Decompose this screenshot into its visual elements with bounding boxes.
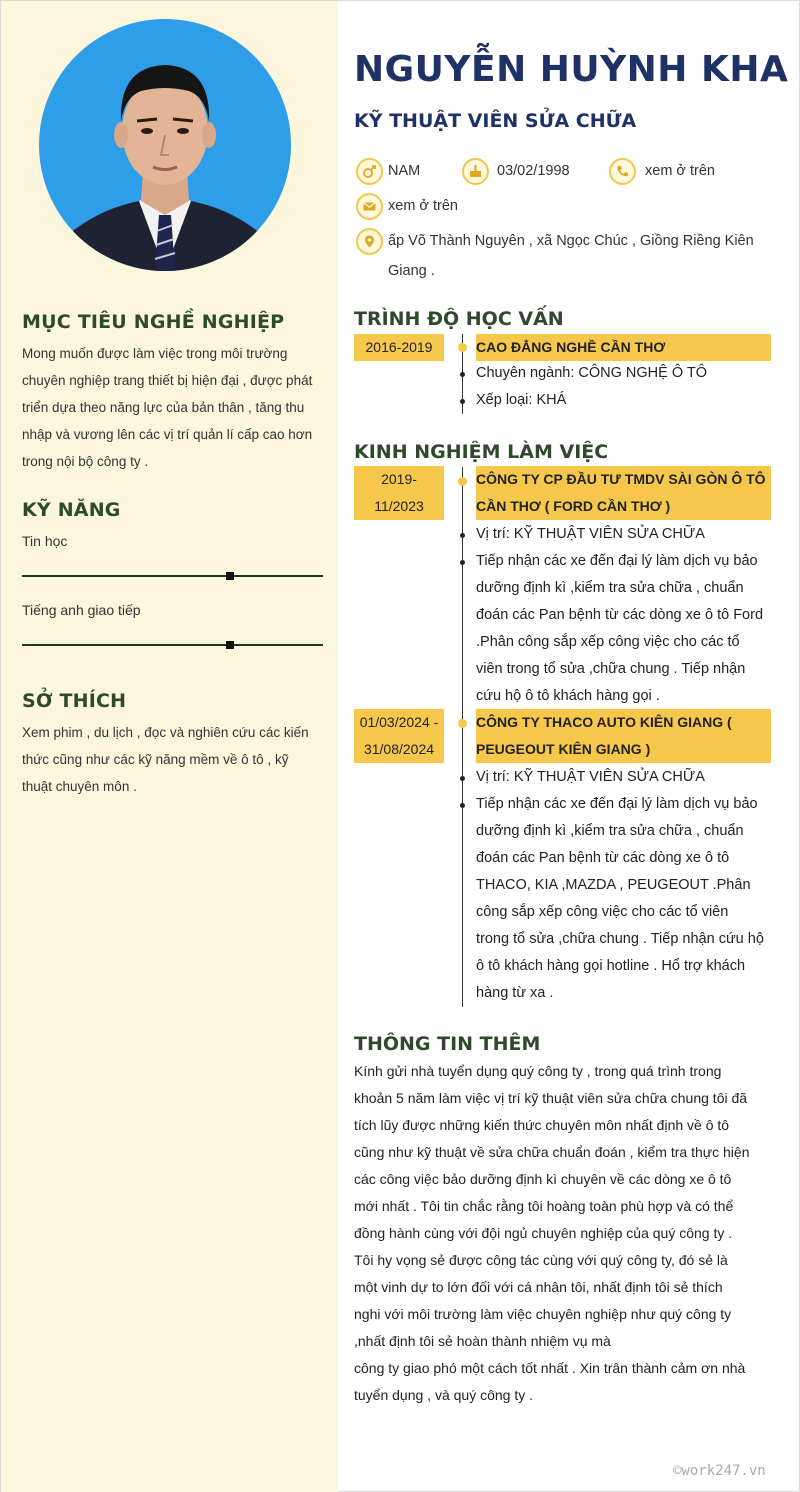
bullet — [460, 776, 465, 781]
job-desc-line: công sắp xếp công việc cho các tổ viên — [476, 904, 729, 920]
objective-line: triển dựa theo năng lực của bản thân , tăng thu — [22, 400, 305, 415]
hobbies-title: SỞ THÍCH — [22, 690, 127, 712]
birthdate-text: 03/02/1998 — [497, 163, 570, 179]
job-description — [476, 548, 771, 710]
more-info-line: khoản 5 năm làm việc vị trí kỹ thuật viên sửa chữa chung tôi đã — [354, 1090, 748, 1106]
gender-icon — [356, 158, 383, 185]
sidebar — [1, 1, 338, 1492]
more-info-line: Tôi hy vọng sẻ được công tác cùng với quý công ty, đó sẻ là — [354, 1252, 728, 1268]
gender-text: NAM — [388, 163, 421, 179]
bullet — [460, 372, 465, 377]
more-info-line: công ty giao phó một cách tốt nhất . Xin trân thành cảm ơn nhà — [354, 1360, 746, 1376]
job-date — [354, 466, 444, 520]
job-desc-line: cứu hộ ô tô khách hàng gọi . — [476, 688, 660, 704]
school-name: CAO ĐẲNG NGHỀ CẦN THƠ — [476, 334, 771, 361]
address-line: ấp Võ Thành Nguyên , xã Ngọc Chúc , Giồng Riềng Kiên — [388, 233, 754, 249]
job-desc-line: .Phân công sắp xếp công việc cho các tổ — [476, 634, 740, 650]
education-title: TRÌNH ĐỘ HỌC VẤN — [354, 308, 564, 330]
cake-icon — [462, 158, 489, 185]
objective-line: nhập và vương lên các vị trí quản lí cấp cao hơn — [22, 427, 313, 442]
email-text: xem ở trên — [388, 198, 458, 214]
more-info-line: nghi với môi trường làm việc chuyên nghiệp như quý công ty — [354, 1306, 732, 1322]
bullet — [460, 399, 465, 404]
skill-knob — [226, 572, 234, 580]
more-info-line: ,nhất định tôi sẻ hoàn thành nhiệm vụ mà — [354, 1333, 611, 1349]
experience-title: KINH NGHIỆM LÀM VIỆC — [354, 441, 609, 463]
avatar — [39, 19, 291, 271]
skill-knob — [226, 641, 234, 649]
job-desc-line: dưỡng định kì ,kiểm tra sửa chữa , chuẩn — [476, 580, 744, 596]
more-info-line: tuyển dụng , và quý công ty . — [354, 1387, 534, 1403]
company-line: CÔNG TY THACO AUTO KIÊN GIANG ( — [476, 714, 732, 730]
portrait-photo — [39, 19, 291, 271]
job-desc-line: viên trong tổ sửa ,chữa chung . Tiếp nhận — [476, 661, 746, 677]
objective-line: chuyên nghiệp trang thiết bị hiện đại , được phát — [22, 373, 313, 388]
bullet — [460, 803, 465, 808]
hobbies-text — [22, 719, 327, 800]
more-info-line: đồng hành cùng với đội ngủ chuyên nghiệp của quý công ty . — [354, 1225, 733, 1241]
job-date-line: 11/2023 — [374, 498, 424, 514]
hobbies-line: thuật chuyên môn . — [22, 779, 137, 794]
map-pin-icon — [356, 228, 383, 255]
skill-bar — [22, 644, 323, 646]
skill-bar — [22, 575, 323, 577]
more-info-line: các công việc bảo dưỡng định kì chuyên về các dòng xe ô tô — [354, 1171, 732, 1187]
objective-title: MỤC TIÊU NGHỀ NGHIỆP — [22, 311, 285, 333]
skills-title: KỸ NĂNG — [22, 499, 121, 521]
job-desc-line: đoán các Pan bệnh từ các dòng xe ô tô Ford — [476, 607, 764, 623]
mail-icon — [356, 193, 383, 220]
objective-text — [22, 340, 327, 475]
job-date — [354, 709, 444, 763]
education-date: 2016-2019 — [354, 334, 444, 361]
job-desc-line: Tiếp nhận các xe đến đại lý làm dịch vụ bảo — [476, 796, 758, 812]
skill-label: Tiếng anh giao tiếp — [22, 602, 141, 618]
job-desc-line: trong tổ sửa ,chữa chung . Tiếp nhận cứu hộ — [476, 931, 764, 947]
timeline-dot — [458, 719, 467, 728]
job-description — [476, 791, 771, 1007]
job-position: Vị trí: KỸ THUẬT VIÊN SỬA CHỮA — [476, 769, 705, 785]
hobbies-line: Xem phim , du lịch , đọc và nghiên cứu các kiến — [22, 725, 309, 740]
company-name — [476, 466, 771, 520]
job-date-line: 01/03/2024 - — [359, 714, 439, 730]
bullet — [460, 560, 465, 565]
timeline-dot — [458, 343, 467, 352]
job-date-line: 2019- — [381, 471, 417, 487]
job-position: Vị trí: KỸ THUẬT VIÊN SỬA CHỮA — [476, 526, 705, 542]
more-info-line: mới nhất . Tôi tin chắc rằng tôi hoàng toàn phù hợp và có thể — [354, 1198, 734, 1214]
watermark: ©work247.vn — [673, 1463, 766, 1479]
timeline-line — [462, 467, 463, 1007]
job-desc-line: ô tô khách hàng gọi hotline . Hổ trợ khách — [476, 958, 746, 974]
job-desc-line: THACO, KIA ,MAZDA , PEUGEOUT .Phân — [476, 877, 751, 893]
company-line: CẦN THƠ ( FORD CẦN THƠ ) — [476, 498, 671, 514]
skill-label: Tin học — [22, 533, 68, 549]
more-info-line: Kính gửi nhà tuyển dụng quý công ty , trong quá trình trong — [354, 1063, 722, 1079]
education-major: Chuyên ngành: CÔNG NGHỆ Ô TÔ — [476, 365, 708, 381]
objective-line: Mong muốn được làm việc trong môi trường — [22, 346, 288, 361]
job-desc-line: hàng từ xa . — [476, 985, 554, 1001]
more-info-title: THÔNG TIN THÊM — [354, 1033, 541, 1055]
phone-text: xem ở trên — [645, 163, 715, 179]
company-name — [476, 709, 771, 763]
objective-line: trong nội bộ công ty . — [22, 454, 149, 469]
timeline-dot — [458, 477, 467, 486]
hobbies-line: thức cũng như các kỹ năng mềm về ô tô , kỹ — [22, 752, 289, 767]
phone-icon — [609, 158, 636, 185]
more-info-line: tích lũy được những kiến thức chuyên môn nhất định về ô tô — [354, 1117, 730, 1133]
job-desc-line: Tiếp nhận các xe đến đại lý làm dịch vụ bảo — [476, 553, 758, 569]
company-line: PEUGEOUT KIÊN GIANG ) — [476, 741, 651, 757]
bullet — [460, 533, 465, 538]
more-info-text — [354, 1058, 774, 1409]
job-desc-line: đoán các Pan bệnh từ các dòng xe ô tô — [476, 850, 730, 866]
more-info-line: một vinh dự to lớn đối với cá nhân tôi, nhất định tôi sẻ thích — [354, 1279, 723, 1295]
more-info-line: cũng như kỹ thuật về sửa chữa chuẩn đoán , kiểm tra thực hiện — [354, 1144, 750, 1160]
job-title: KỸ THUẬT VIÊN SỬA CHỮA — [354, 110, 637, 132]
company-line: CÔNG TY CP ĐẦU TƯ TMDV SÀI GÒN Ô TÔ — [476, 471, 766, 487]
education-rank: Xếp loại: KHÁ — [476, 392, 567, 408]
job-date-line: 31/08/2024 — [363, 741, 435, 757]
full-name: NGUYỄN HUỲNH KHA — [354, 49, 789, 90]
job-desc-line: dưỡng định kì ,kiểm tra sửa chữa , chuẩn — [476, 823, 744, 839]
address-line: Giang . — [388, 263, 435, 279]
